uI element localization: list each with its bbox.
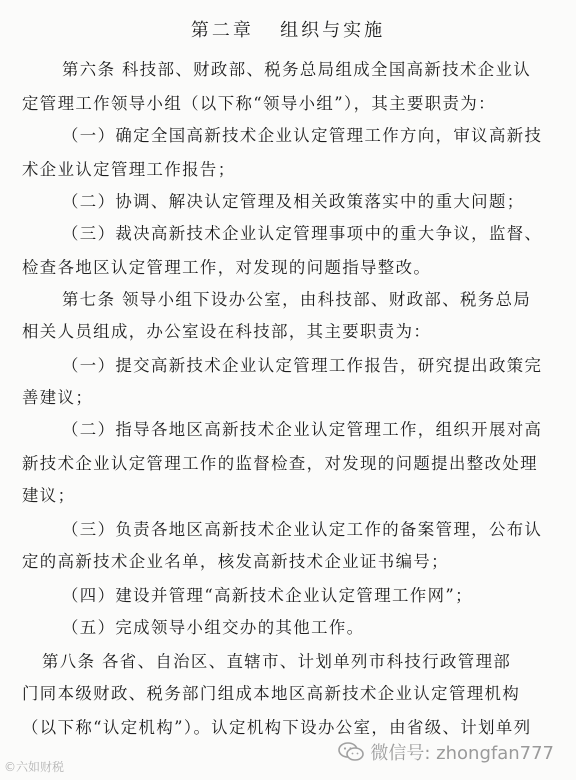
watermark-text: 微信号: zhongfan777 (370, 743, 554, 764)
text-line: （一）确定全国高新技术企业认定管理工作方向，审议高新技 (62, 126, 543, 145)
text-line: 检查各地区认定管理工作，对发现的问题指导整改。 (22, 258, 432, 277)
text-line: 第八条 各省、自治区、直辖市、计划单列市科技行政管理部 (42, 652, 512, 671)
text-line: 相关人员组成，办公室设在科技部，其主要职责为： (22, 322, 432, 341)
text-line: （五）完成领导小组交办的其他工作。 (62, 618, 365, 637)
text-line: 第六条 科技部、财政部、税务总局组成全国高新技术企业认 (62, 60, 532, 79)
text-line: （以下称“认定机构”）。认定机构下设办公室，由省级、计划单列 (22, 718, 532, 737)
text-line: 术企业认定管理工作报告； (22, 160, 236, 179)
text-line: （一）提交高新技术企业认定管理工作报告，研究提出政策完 (62, 356, 543, 375)
text-line: 第七条 领导小组下设办公室，由科技部、财政部、税务总局 (62, 290, 532, 309)
text-line: 定的高新技术企业名单，核发高新技术企业证书编号； (22, 552, 449, 571)
chapter-title: 第二章 组织与实施 (190, 20, 386, 41)
text-line: （三）裁决高新技术企业认定管理事项中的重大争议，监督、 (62, 224, 543, 243)
text-line: 定管理工作领导小组（以下称“领导小组”），其主要职责为： (22, 94, 496, 113)
text-line: 新技术企业认定管理工作的监督检查，对发现的问题提出整改处理 (22, 454, 538, 473)
wechat-icon (338, 742, 364, 762)
text-line: （三）负责各地区高新技术企业认定工作的备案管理，公布认 (62, 520, 543, 539)
text-line: （四）建设并管理“高新技术企业认定管理工作网”； (62, 586, 473, 605)
text-line: 建议； (22, 486, 76, 505)
text-line: 门同本级财政、税务部门组成本地区高新技术企业认定管理机构 (22, 684, 521, 703)
text-line: 善建议； (22, 388, 94, 407)
wechat-watermark (338, 739, 554, 765)
text-line: （二）协调、解决认定管理及相关政策落实中的重大问题； (62, 192, 525, 211)
text-line: （二）指导各地区高新技术企业认定管理工作，组织开展对高 (62, 420, 543, 439)
corner-logo: ©六如财税 (4, 760, 65, 774)
